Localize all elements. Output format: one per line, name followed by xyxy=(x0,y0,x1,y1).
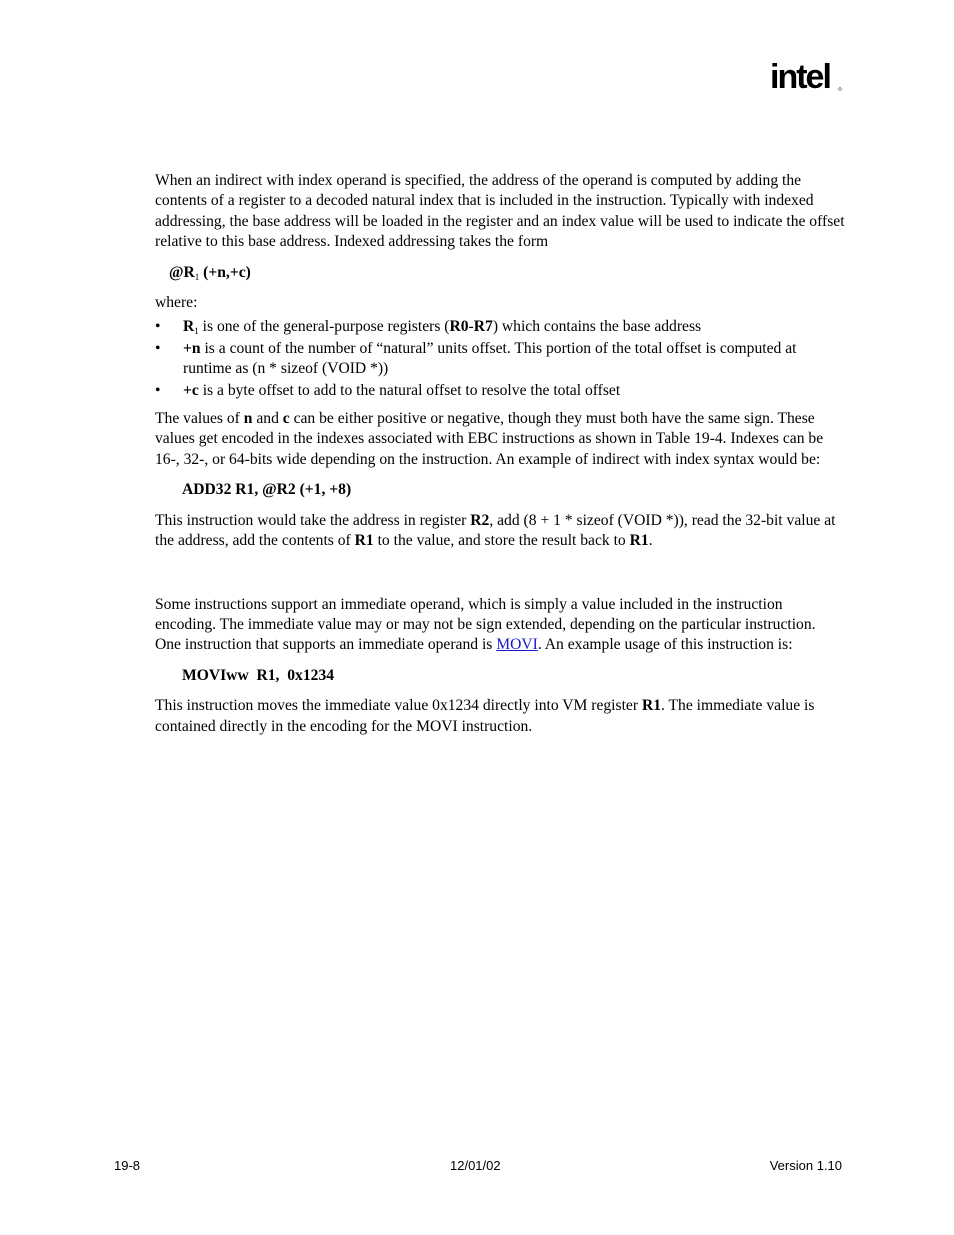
values-paragraph: The values of n and c can be either positive or negative, though they must both have the same sign. These values get encoded in the indexes associated with EBC instructions as shown in Table 19-4. Indexes can be 16-, 32-, or 64-bits wide depending on the instruction. An example of indirect with index syntax would be: xyxy=(155,410,824,468)
list-item: • $R_1$ is one of the general-purpose registers (R0-R7) which contains the base address xyxy=(155,318,702,337)
movi-link[interactable]: MOVI xyxy=(496,636,538,654)
immediate-explanation-paragraph: This instruction moves the immediate value 0x1234 directly into VM register R1. The immediate value is contained directly in the encoding for the MOVI instruction. xyxy=(155,697,815,735)
section-spacer xyxy=(155,552,845,595)
indexed-intro-paragraph: When an indirect with index operand is specified, the address of the operand is computed by adding the contents of a register to a decoded natural index that is included in the instruction. Typically with indexed addressing, the base address will be loaded in the register and an index value will be used to indicate the offset relative to this base address. Indexed addressing takes the form xyxy=(155,172,845,251)
list-item: • +n is a count of the number of “natural” units offset. This portion of the total offset is computed at runtime as (n * sizeof (VOID *)) xyxy=(155,339,797,378)
bullet-icon: • xyxy=(155,381,161,399)
footer-version: Version 1.10 xyxy=(769,1158,842,1173)
bullet-icon: • xyxy=(155,318,161,336)
indexed-example-code: ADD32 R1, @R2 (+1, +8) xyxy=(182,481,352,499)
registered-mark xyxy=(839,88,842,91)
list-item: • +c is a byte offset to add to the natural offset to resolve the total offset xyxy=(155,381,845,401)
page-number: 19-8 xyxy=(114,1158,141,1173)
immediate-example-code: MOVIww R1, 0x1234 xyxy=(182,666,335,684)
indexed-form: $@R_1$ (+n,+c) xyxy=(169,263,251,282)
operand-bullet-list xyxy=(155,317,845,401)
footer-date: 12/01/02 xyxy=(450,1158,501,1173)
page-body xyxy=(155,171,845,737)
logo-text: intel xyxy=(770,58,830,96)
page-footer xyxy=(114,1158,842,1176)
bullet-icon: • xyxy=(155,339,161,357)
where-label: where: xyxy=(155,294,198,312)
immediate-intro-paragraph: Some instructions support an immediate operand, which is simply a value included in the instruction encoding. The immediate value may or may not be sign extended, depending on the particular instruction. One instruction that supports an immediate operand is MOVI. An example usage of this instruction is: xyxy=(155,595,816,654)
indexed-explanation-paragraph: This instruction would take the address in register R2, add (8 + 1 * sizeof (VOID *)), read the 32-bit value at the address, add the contents of R1 to the value, and store the result back to R1. xyxy=(155,511,836,550)
intel-logo xyxy=(770,58,842,104)
